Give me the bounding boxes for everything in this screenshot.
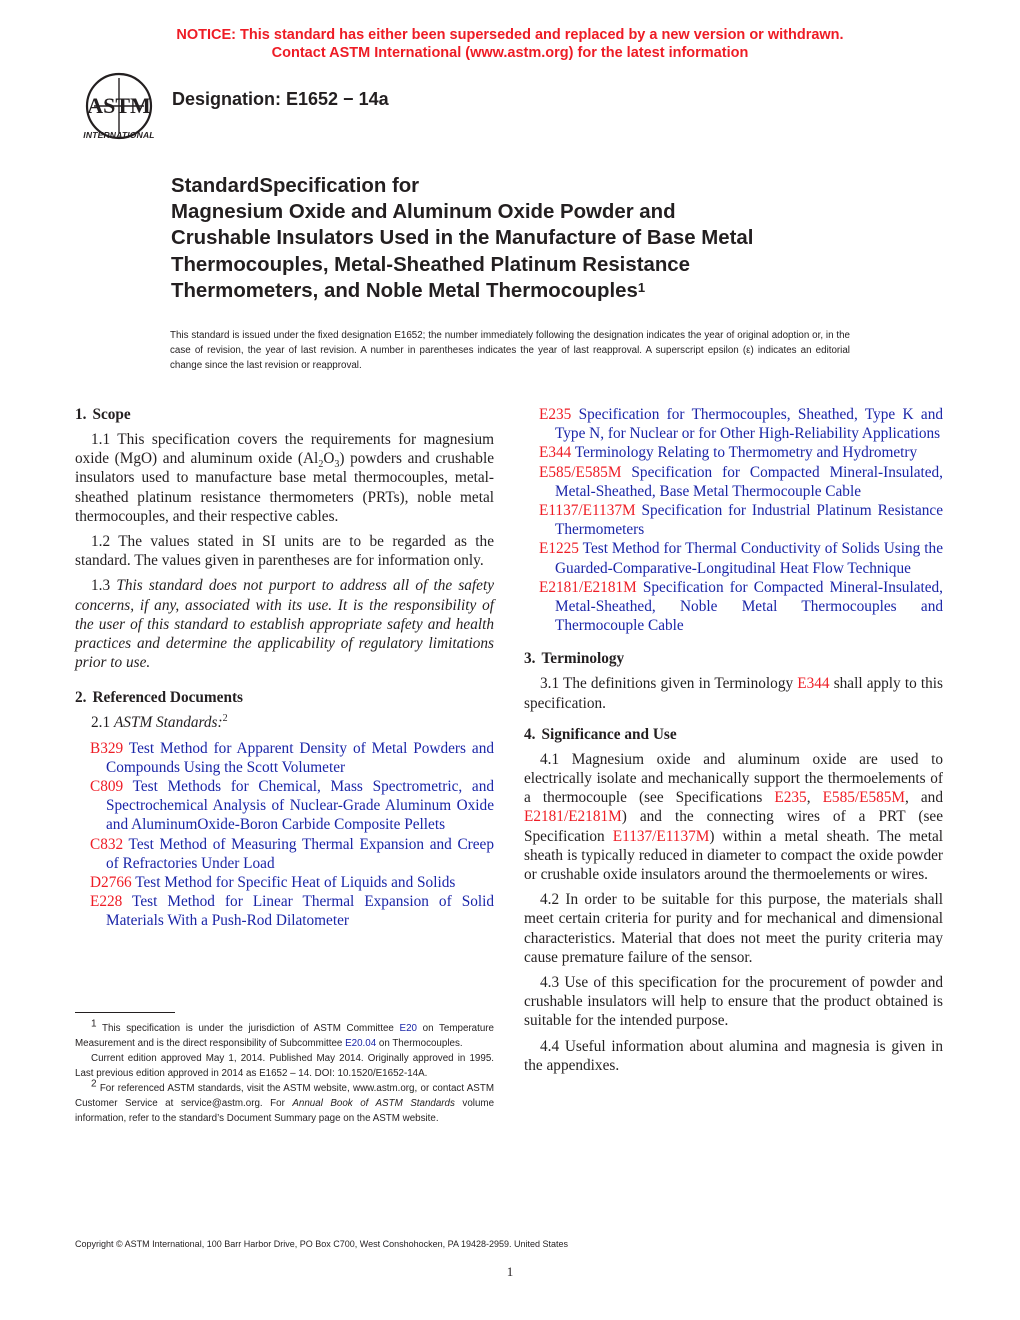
reference-code-link[interactable]: E235 <box>539 406 572 423</box>
section-4-number: 4. <box>524 725 536 743</box>
reference-item <box>524 443 943 462</box>
footnote-1-mark: 1 <box>91 1018 97 1030</box>
title-line-5-text: Thermometers, and Noble Metal Thermocouples <box>171 279 638 302</box>
reference-code-link[interactable]: E344 <box>539 444 572 462</box>
p4-1-text-c: , and <box>905 789 943 807</box>
title-line-4: Thermocouples, Metal-Sheathed Platinum Resistance <box>171 253 690 276</box>
paragraph-1-2: 1.2 The values stated in SI units are to be regarded as the standard. The values given in parentheses are for information only. <box>75 533 494 570</box>
paragraph-4-4: 4.4 Useful information about alumina and magnesia is given in the appendixes. <box>524 1037 943 1074</box>
p4-1-text-e: ) within a metal sheath. The metal sheath is typically reduced in diameter to compact the oxide powder or crushable oxide insulators around the thermoelements or wires. <box>524 827 943 884</box>
document-title <box>171 173 891 304</box>
paragraph-1-1 <box>75 430 494 526</box>
reference-code-link[interactable]: C809 <box>90 778 124 796</box>
paragraph-4-2: 4.2 In order to be suitable for this purpose, the materials shall meet certain criteria for purity and for mechanical and dimensional characteristics. Material that does not meet the purity criteria may cause premature failure of the sensor. <box>524 891 943 966</box>
p4-1-text-a: 4.1 Magnesium oxide and aluminum oxide are used to electrically isolate and mechanically support the thermoelements of a thermocouple (see Specifications <box>524 750 943 807</box>
notice-line-2: Contact ASTM International (www.astm.org) for the latest information <box>271 45 749 61</box>
reference-list-right <box>524 405 943 635</box>
reference-item <box>75 873 494 892</box>
section-2-number: 2. <box>75 689 87 707</box>
reference-title-link[interactable]: Specification for Compacted Mineral-Insulated, Metal-Sheathed, Noble Metal Thermocouples and Thermocouple Cable <box>555 578 943 635</box>
reference-list-left <box>75 739 494 931</box>
section-1-number: 1. <box>75 406 87 423</box>
link-e2181[interactable]: E2181/E2181M <box>524 808 622 826</box>
section-2-title: Referenced Documents <box>92 689 244 707</box>
p2-1-number: 2.1 <box>91 714 114 732</box>
reference-item <box>524 501 943 539</box>
title-line-1: StandardSpecification for <box>171 175 420 197</box>
reference-title-link[interactable]: Test Method of Measuring Thermal Expansion and Creep of Refractories Under Load <box>106 835 494 872</box>
reference-item <box>75 892 494 930</box>
section-3-heading <box>524 649 943 668</box>
reference-code-link[interactable]: E1225 <box>539 540 579 558</box>
reference-code-link[interactable]: D2766 <box>90 874 132 892</box>
reference-item <box>75 777 494 835</box>
section-2-heading <box>75 688 494 707</box>
footnote-rule <box>75 1012 175 1013</box>
left-column <box>75 405 494 931</box>
section-4-heading <box>524 725 943 744</box>
link-e235[interactable]: E235 <box>774 789 807 807</box>
p1-1-text-c: ) powders and crushable insulators used to manufacture base metal thermocouples, metal-sheathed platinum resistance thermometers (PRTs), noble metal thermocouples, and their respective cables. <box>75 450 494 525</box>
section-1-heading <box>75 405 494 424</box>
link-e585[interactable]: E585/E585M <box>822 789 906 807</box>
footnotes <box>75 1018 495 1126</box>
designation-note: This standard is issued under the fixed designation E1652; the number immediately following the designation indicates the year of original adoption or, in the case of revision, the year of last revision. A number in parentheses indicates the year of last reapproval. A superscript epsilon (ε) indicates an editorial change since the last revision or reapproval. <box>170 330 850 371</box>
paragraph-4-1 <box>524 750 943 884</box>
p1-1-text-b: O <box>323 450 335 468</box>
link-e1137[interactable]: E1137/E1137M <box>612 827 710 845</box>
p1-3-number: 1.3 <box>91 577 117 595</box>
section-3-number: 3. <box>524 650 536 668</box>
reference-title-link[interactable]: Test Method for Thermal Conductivity of Solids Using the Guarded-Comparative-Longitudinal Heat Flow Technique <box>555 540 943 577</box>
copyright-line: Copyright © ASTM International, 100 Barr Harbor Drive, PO Box C700, West Conshohocken, PA 19428-2959. United States <box>75 1239 569 1249</box>
logo-international-text: INTERNATIONAL <box>83 130 155 140</box>
p1-3-text: This standard does not purport to address all of the safety concerns, if any, associated with its use. It is the responsibility of the user of this standard to establish appropriate safety and health practices and determine the applicability of regulatory limitations prior to use. <box>75 577 494 672</box>
footnote-2 <box>75 1078 495 1126</box>
fn1-text-c: on Thermocouples. <box>376 1038 463 1049</box>
reference-title-link[interactable]: Specification for Compacted Mineral-Insulated, Metal-Sheathed, Base Metal Thermocouple Cable <box>555 463 943 500</box>
reference-item <box>524 405 943 443</box>
reference-code-link[interactable]: B329 <box>90 739 124 757</box>
reference-code-link[interactable]: E228 <box>90 893 123 911</box>
p1-1-text-a: 1.1 This specification covers the requirements for magnesium oxide (MgO) and aluminum oxide (Al <box>75 431 494 468</box>
fn1-text-b: on Temperature Measurement and is the direct responsibility of Subcommittee <box>75 1023 494 1049</box>
reference-title-link[interactable]: Specification for Industrial Platinum Resistance Thermometers <box>555 502 943 539</box>
reference-title-link[interactable]: Test Method for Apparent Density of Metal Powders and Compounds Using the Scott Volumeter <box>106 739 494 776</box>
p1-1-sub-2: 3 <box>334 459 340 471</box>
p1-1-sub-1: 2 <box>318 459 324 471</box>
p3-1-text-b: shall apply to this specification. <box>524 675 943 712</box>
footnote-1-edition: Current edition approved May 1, 2014. Published May 2014. Originally approved in 1995. Last previous edition approved in 2014 as E1652 – 14. DOI: 10.1520/E1652-14A. <box>75 1053 494 1079</box>
link-e344[interactable]: E344 <box>797 675 830 693</box>
p4-1-text-b: , <box>806 789 823 807</box>
reference-title-link[interactable]: Test Methods for Chemical, Mass Spectrometric, and Spectrochemical Analysis of Nuclear-Grade Aluminum Oxide and AluminumOxide-Boron Carbide Composite Pellets <box>106 778 494 834</box>
reference-code-link[interactable]: E1137/E1137M <box>539 502 636 520</box>
fn2-text-b: volume information, refer to the standard’s Document Summary page on the ASTM website. <box>75 1098 495 1124</box>
p2-1-label: ASTM Standards: <box>113 714 223 732</box>
logo-letters: ASTM <box>87 93 151 118</box>
reference-title-link[interactable]: Test Method for Specific Heat of Liquids and Solids <box>131 874 456 892</box>
page-number: 1 <box>506 1264 514 1279</box>
reference-item <box>75 739 494 777</box>
fn2-text-a: For referenced ASTM standards, visit the ASTM website, www.astm.org, or contact ASTM Customer Service at service@astm.org. For <box>75 1083 494 1109</box>
p2-1-footnote-mark: 2 <box>222 713 228 725</box>
reference-code-link[interactable]: E2181/E2181M <box>539 578 637 596</box>
p3-1-text-a: 3.1 The definitions given in Terminology <box>540 675 798 693</box>
footnote-2-mark: 2 <box>91 1078 97 1090</box>
fn2-text-italic: Annual Book of ASTM Standards <box>292 1098 455 1109</box>
title-footnote-mark: 1 <box>637 279 646 295</box>
title-line-3: Crushable Insulators Used in the Manufacture of Base Metal <box>171 227 754 250</box>
reference-item <box>524 539 943 577</box>
reference-item <box>75 835 494 873</box>
notice-line-1: NOTICE: This standard has either been superseded and replaced by a new version or withdrawn. <box>176 27 844 43</box>
footnote-1 <box>75 1018 494 1051</box>
reference-code-link[interactable]: E585/E585M <box>539 463 622 481</box>
superseded-notice <box>0 26 1020 62</box>
paragraph-4-3: 4.3 Use of this specification for the procurement of powder and crushable insulators will help to ensure that the product obtained is suitable for the intended purpose. <box>524 974 943 1030</box>
section-3-title: Terminology <box>541 650 625 668</box>
p4-1-text-d: ) and the connecting wires of a PRT (see Specification <box>524 808 943 845</box>
section-4-title: Significance and Use <box>541 725 677 743</box>
section-1-title: Scope <box>92 406 131 423</box>
designation: Designation: E1652 − 14a <box>172 89 389 109</box>
reference-item <box>524 463 943 501</box>
title-line-2: Magnesium Oxide and Aluminum Oxide Powder and <box>171 201 676 224</box>
link-committee-e20[interactable]: E20 <box>399 1023 417 1034</box>
title-line-5 <box>171 278 891 304</box>
paragraph-3-1 <box>524 674 943 712</box>
reference-item <box>524 578 943 636</box>
reference-title-link[interactable]: Terminology Relating to Thermometry and Hydrometry <box>571 444 918 462</box>
reference-code-link[interactable]: C832 <box>90 835 124 853</box>
paragraph-1-3 <box>75 576 494 672</box>
reference-title-link[interactable]: Test Method for Linear Thermal Expansion of Solid Materials With a Push-Rod Dilatometer <box>106 893 494 930</box>
link-subcommittee-e2004[interactable]: E20.04 <box>345 1038 377 1049</box>
right-column <box>524 405 943 1081</box>
paragraph-2-1 <box>75 713 494 732</box>
reference-title-link[interactable]: Specification for Thermocouples, Sheathed, Type K and Type N, for Nuclear or for Other High-Reliability Applications <box>555 406 943 443</box>
fn1-text-a: This specification is under the jurisdiction of ASTM Committee <box>96 1023 400 1034</box>
